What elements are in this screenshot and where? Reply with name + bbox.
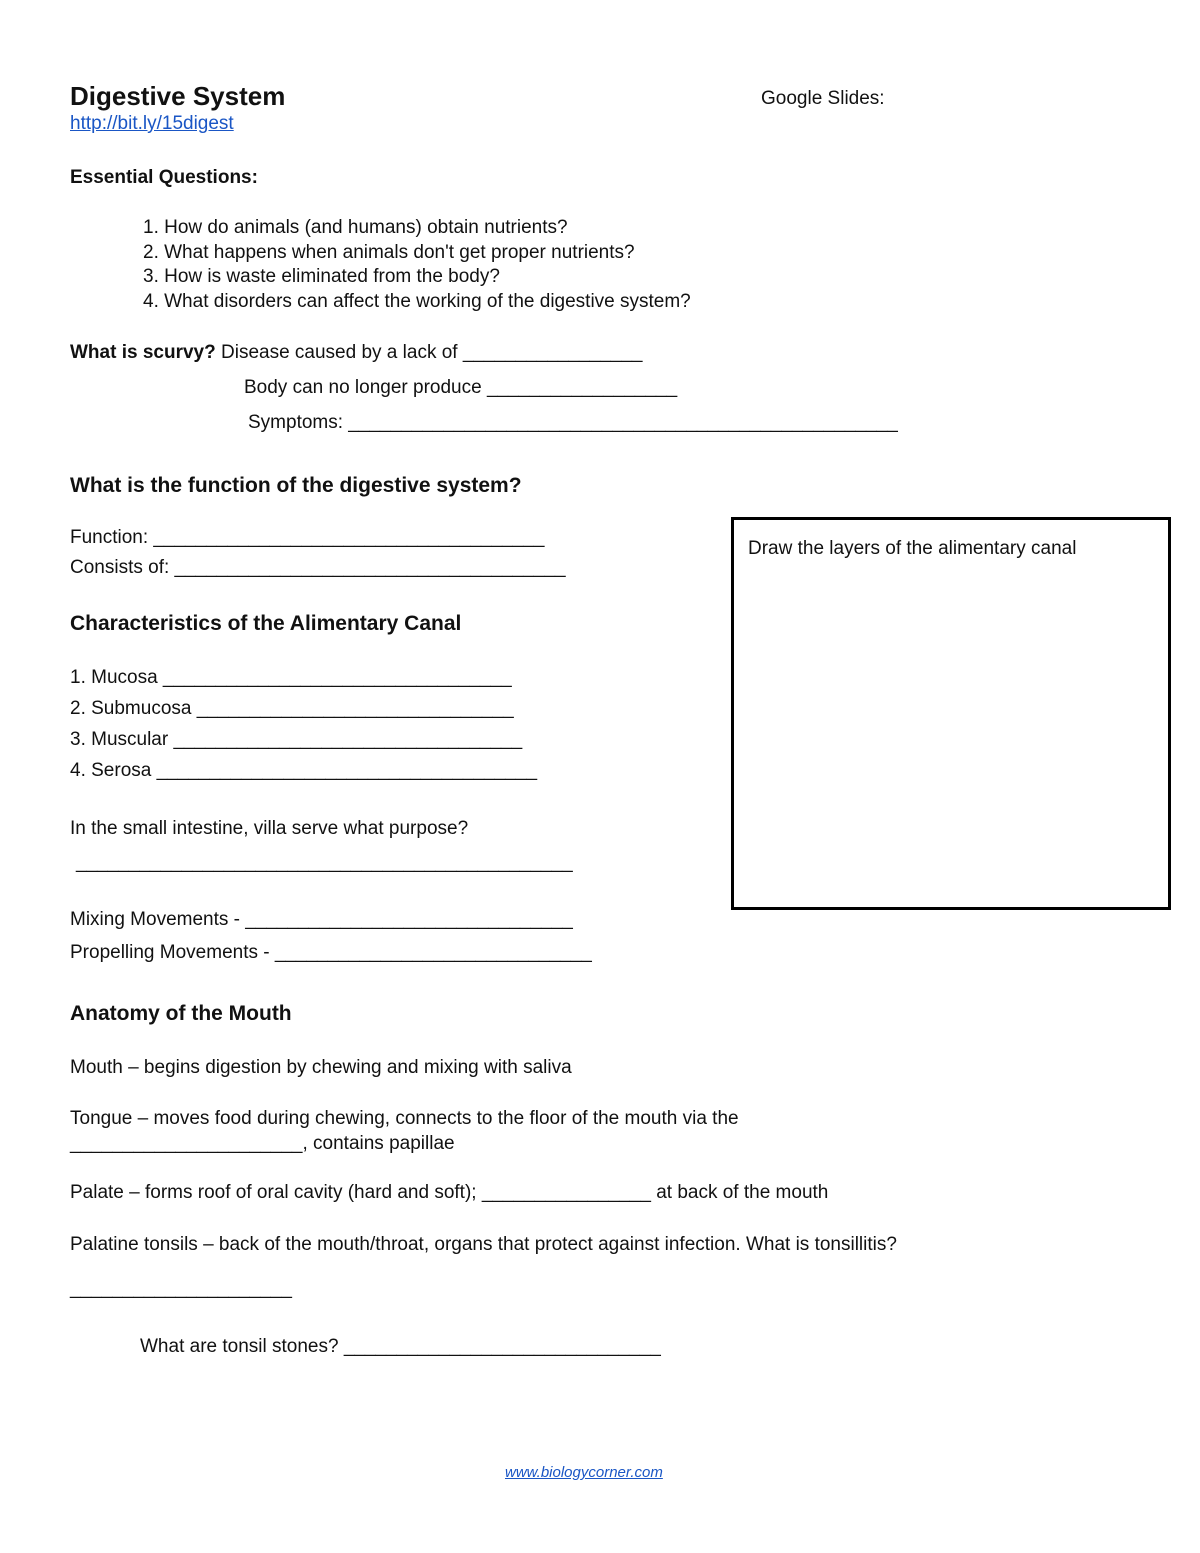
- question-item: 2. What happens when animals don't get proper nutrients?: [143, 242, 635, 263]
- question-item: 4. What disorders can affect the working of the digestive system?: [143, 291, 691, 312]
- tonsils-line: Palatine tonsils – back of the mouth/throat, organs that protect against infection. What is tonsillitis?: [70, 1234, 897, 1255]
- scurvy-disease-text: Disease caused by a lack of _________________: [215, 342, 643, 363]
- scurvy-line-2: Body can no longer produce __________________: [244, 377, 678, 398]
- layer-item: 3. Muscular _________________________________: [70, 729, 523, 750]
- drawing-box-label: Draw the layers of the alimentary canal: [748, 538, 1077, 559]
- scurvy-line-1: [70, 342, 643, 365]
- google-slides-label: Google Slides:: [761, 88, 885, 109]
- page-title: Digestive System: [70, 81, 286, 111]
- drawing-box: [731, 517, 1171, 910]
- palate-line: Palate – forms roof of oral cavity (hard and soft); ________________ at back of the mouth: [70, 1182, 829, 1203]
- characteristics-heading: Characteristics of the Alimentary Canal: [70, 612, 462, 635]
- consists-line: Consists of: _____________________________________: [70, 557, 566, 578]
- mouth-line: Mouth – begins digestion by chewing and mixing with saliva: [70, 1057, 572, 1078]
- slides-link[interactable]: http://bit.ly/15digest: [70, 113, 234, 134]
- scurvy-symptoms: Symptoms: ____________________________________________________: [248, 412, 898, 433]
- function-line: Function: _____________________________________: [70, 527, 545, 548]
- question-item: 3. How is waste eliminated from the body?: [143, 266, 500, 287]
- villa-answer-blank: _______________________________________________: [76, 852, 573, 873]
- tongue-line: Tongue – moves food during chewing, connects to the floor of the mouth via the: [70, 1108, 739, 1129]
- villa-question: In the small intestine, villa serve what purpose?: [70, 818, 469, 839]
- tonsils-answer-blank: _____________________: [70, 1278, 292, 1299]
- tongue-line-continued: ______________________, contains papillae: [70, 1133, 455, 1154]
- function-heading: What is the function of the digestive system?: [70, 474, 522, 497]
- mouth-heading: Anatomy of the Mouth: [70, 1002, 292, 1025]
- tonsil-stones-line: What are tonsil stones? ______________________________: [140, 1336, 661, 1357]
- mixing-movements: Mixing Movements - _______________________________: [70, 909, 573, 930]
- scurvy-label: What is scurvy?: [70, 342, 216, 363]
- layer-item: 4. Serosa ____________________________________: [70, 760, 538, 781]
- footer-link[interactable]: www.biologycorner.com: [505, 1464, 663, 1481]
- question-item: 1. How do animals (and humans) obtain nutrients?: [143, 217, 568, 238]
- essential-questions-heading: Essential Questions:: [70, 167, 258, 188]
- layer-item: 1. Mucosa _________________________________: [70, 667, 512, 688]
- layer-item: 2. Submucosa ______________________________: [70, 698, 514, 719]
- propelling-movements: Propelling Movements - ______________________________: [70, 942, 592, 963]
